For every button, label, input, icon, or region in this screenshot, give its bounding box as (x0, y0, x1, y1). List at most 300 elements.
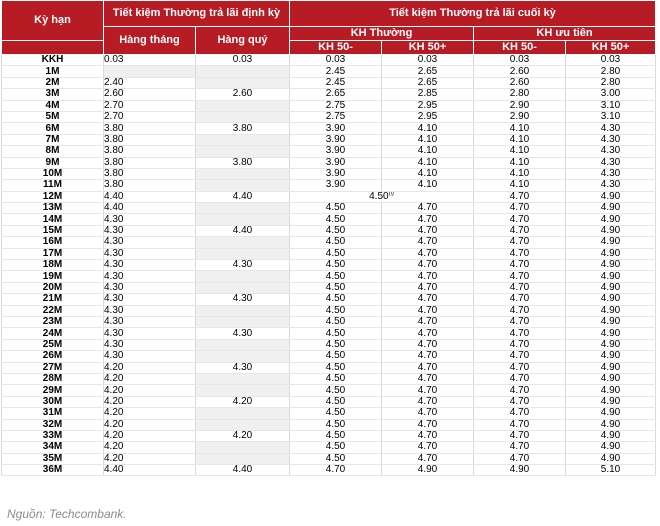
priority-under-50-rate-cell: 4.70 (474, 373, 566, 384)
monthly-rate-cell: 4.30 (104, 225, 196, 236)
term-cell: 22M (2, 305, 104, 316)
priority-over-50-header: KH 50+ (566, 41, 656, 55)
priority-over-50-rate-cell: 0.03 (566, 55, 656, 66)
header-row-3 (2, 41, 656, 55)
standard-over-50-rate-cell: 4.70 (382, 260, 474, 271)
table-row (2, 157, 656, 168)
standard-under-50-rate-cell: 4.50 (290, 328, 382, 339)
quarterly-rate-cell (196, 351, 290, 362)
monthly-rate-cell: 4.20 (104, 408, 196, 419)
periodic-interest-header: Tiết kiệm Thường trả lãi định kỳ (104, 1, 290, 27)
monthly-rate-cell: 4.20 (104, 385, 196, 396)
quarterly-rate-cell: 3.80 (196, 157, 290, 168)
standard-under-50-rate-cell: 4.50 (290, 214, 382, 225)
standard-under-50-rate-cell: 2.75 (290, 100, 382, 111)
table-body (2, 55, 656, 476)
priority-under-50-header: KH 50- (474, 41, 566, 55)
priority-over-50-rate-cell: 4.30 (566, 134, 656, 145)
priority-over-50-rate-cell: 4.90 (566, 351, 656, 362)
monthly-rate-cell: 4.20 (104, 430, 196, 441)
priority-over-50-rate-cell: 4.90 (566, 203, 656, 214)
monthly-rate-cell: 3.80 (104, 168, 196, 179)
term-cell: 16M (2, 237, 104, 248)
monthly-rate-cell: 3.80 (104, 146, 196, 157)
standard-under-50-rate-cell: 0.03 (290, 55, 382, 66)
standard-under-50-rate-cell: 4.50 (290, 305, 382, 316)
priority-under-50-rate-cell: 4.70 (474, 203, 566, 214)
quarterly-rate-cell (196, 339, 290, 350)
priority-under-50-rate-cell: 4.90 (474, 465, 566, 476)
standard-over-50-rate-cell: 4.70 (382, 396, 474, 407)
monthly-rate-cell: 4.30 (104, 248, 196, 259)
monthly-rate-cell: 4.20 (104, 453, 196, 464)
table-row (2, 282, 656, 293)
priority-over-50-rate-cell: 4.90 (566, 248, 656, 259)
table-header (2, 1, 656, 55)
standard-over-50-rate-cell: 4.10 (382, 134, 474, 145)
table-row (2, 465, 656, 476)
quarterly-rate-cell (196, 134, 290, 145)
priority-over-50-rate-cell: 3.00 (566, 89, 656, 100)
term-cell: 33M (2, 430, 104, 441)
standard-over-50-rate-cell: 4.70 (382, 408, 474, 419)
term-cell: 15M (2, 225, 104, 236)
standard-over-50-rate-cell: 4.70 (382, 430, 474, 441)
priority-under-50-rate-cell: 4.70 (474, 351, 566, 362)
standard-over-50-rate-cell: 4.10 (382, 123, 474, 134)
standard-over-50-header: KH 50+ (382, 41, 474, 55)
quarterly-rate-cell: 4.40 (196, 225, 290, 236)
standard-under-50-rate-cell: 4.50 (290, 316, 382, 327)
priority-over-50-rate-cell: 4.30 (566, 123, 656, 134)
standard-under-50-rate-cell: 3.90 (290, 123, 382, 134)
standard-under-50-rate-cell: 3.90 (290, 134, 382, 145)
table-row (2, 180, 656, 191)
table-row (2, 55, 656, 66)
monthly-rate-cell: 3.80 (104, 134, 196, 145)
monthly-rate-cell: 4.20 (104, 419, 196, 430)
standard-over-50-rate-cell: 4.10 (382, 146, 474, 157)
priority-over-50-rate-cell: 4.90 (566, 419, 656, 430)
standard-over-50-rate-cell: 4.70 (382, 328, 474, 339)
monthly-rate-cell: 2.70 (104, 100, 196, 111)
quarterly-rate-cell (196, 385, 290, 396)
table-row (2, 89, 656, 100)
quarterly-rate-cell (196, 180, 290, 191)
priority-over-50-rate-cell: 2.80 (566, 77, 656, 88)
priority-under-50-rate-cell: 4.10 (474, 146, 566, 157)
term-cell: 1M (2, 66, 104, 77)
monthly-rate-cell (104, 66, 196, 77)
priority-under-50-rate-cell: 4.70 (474, 271, 566, 282)
standard-over-50-rate-cell: 4.70 (382, 453, 474, 464)
priority-under-50-rate-cell: 4.70 (474, 408, 566, 419)
term-cell: 25M (2, 339, 104, 350)
quarterly-header: Hàng quý (196, 27, 290, 55)
term-cell: 31M (2, 408, 104, 419)
standard-under-50-rate-cell: 4.50 (290, 362, 382, 373)
standard-over-50-rate-cell: 4.70 (382, 362, 474, 373)
standard-merged-rate-cell (290, 191, 474, 202)
priority-under-50-rate-cell: 4.70 (474, 260, 566, 271)
footnote-marker: (i) (388, 191, 394, 197)
standard-over-50-rate-cell: 4.10 (382, 180, 474, 191)
priority-over-50-rate-cell: 4.90 (566, 362, 656, 373)
term-cell: 26M (2, 351, 104, 362)
quarterly-rate-cell (196, 214, 290, 225)
table-row (2, 419, 656, 430)
standard-over-50-rate-cell: 4.10 (382, 168, 474, 179)
quarterly-rate-cell: 4.40 (196, 191, 290, 202)
standard-under-50-rate-cell: 4.50 (290, 248, 382, 259)
priority-over-50-rate-cell: 4.90 (566, 442, 656, 453)
priority-under-50-rate-cell: 4.70 (474, 362, 566, 373)
table-row (2, 385, 656, 396)
table-row (2, 146, 656, 157)
term-header: Kỳ hạn (2, 1, 104, 41)
priority-over-50-rate-cell: 4.30 (566, 157, 656, 168)
priority-under-50-rate-cell: 4.10 (474, 180, 566, 191)
term-cell: 10M (2, 168, 104, 179)
standard-over-50-rate-cell: 4.70 (382, 419, 474, 430)
quarterly-rate-cell (196, 373, 290, 384)
table-row (2, 77, 656, 88)
priority-under-50-rate-cell: 4.70 (474, 214, 566, 225)
quarterly-rate-cell: 2.60 (196, 89, 290, 100)
monthly-rate-cell: 4.40 (104, 203, 196, 214)
table-row (2, 111, 656, 122)
standard-over-50-rate-cell: 4.70 (382, 237, 474, 248)
end-of-term-interest-header: Tiết kiệm Thường trả lãi cuối kỳ (290, 1, 656, 27)
term-cell: 11M (2, 180, 104, 191)
standard-customer-header: KH Thường (290, 27, 474, 41)
table-row (2, 214, 656, 225)
quarterly-rate-cell (196, 419, 290, 430)
standard-over-50-rate-cell: 4.70 (382, 351, 474, 362)
term-cell: 27M (2, 362, 104, 373)
term-cell: 9M (2, 157, 104, 168)
term-cell: KKH (2, 55, 104, 66)
table-row (2, 134, 656, 145)
standard-under-50-header: KH 50- (290, 41, 382, 55)
standard-under-50-rate-cell: 3.90 (290, 180, 382, 191)
monthly-rate-cell: 3.80 (104, 123, 196, 134)
monthly-rate-cell: 4.30 (104, 237, 196, 248)
monthly-rate-cell: 3.80 (104, 180, 196, 191)
monthly-rate-cell: 4.30 (104, 271, 196, 282)
standard-over-50-rate-cell: 4.90 (382, 465, 474, 476)
term-cell: 21M (2, 294, 104, 305)
term-cell: 29M (2, 385, 104, 396)
priority-under-50-rate-cell: 4.70 (474, 237, 566, 248)
standard-over-50-rate-cell: 4.70 (382, 248, 474, 259)
monthly-rate-cell: 4.40 (104, 465, 196, 476)
term-cell: 24M (2, 328, 104, 339)
priority-under-50-rate-cell: 4.70 (474, 419, 566, 430)
priority-under-50-rate-cell: 4.10 (474, 134, 566, 145)
priority-under-50-rate-cell: 4.70 (474, 305, 566, 316)
standard-over-50-rate-cell: 4.70 (382, 442, 474, 453)
standard-over-50-rate-cell: 4.10 (382, 157, 474, 168)
priority-over-50-rate-cell: 4.90 (566, 214, 656, 225)
standard-under-50-rate-cell: 4.50 (290, 442, 382, 453)
priority-customer-header: KH ưu tiên (474, 27, 656, 41)
priority-over-50-rate-cell: 4.90 (566, 191, 656, 202)
priority-under-50-rate-cell: 4.10 (474, 157, 566, 168)
monthly-rate-cell: 4.30 (104, 214, 196, 225)
term-cell: 36M (2, 465, 104, 476)
priority-over-50-rate-cell: 4.90 (566, 339, 656, 350)
term-cell: 28M (2, 373, 104, 384)
monthly-rate-cell: 4.30 (104, 351, 196, 362)
priority-over-50-rate-cell: 4.90 (566, 260, 656, 271)
standard-over-50-rate-cell: 4.70 (382, 373, 474, 384)
quarterly-rate-cell (196, 442, 290, 453)
standard-under-50-rate-cell: 4.50 (290, 339, 382, 350)
quarterly-rate-cell: 4.40 (196, 465, 290, 476)
priority-under-50-rate-cell: 4.70 (474, 294, 566, 305)
standard-under-50-rate-cell: 4.50 (290, 419, 382, 430)
monthly-rate-cell: 4.20 (104, 373, 196, 384)
priority-under-50-rate-cell: 4.70 (474, 225, 566, 236)
priority-under-50-rate-cell: 4.10 (474, 123, 566, 134)
standard-over-50-rate-cell: 4.70 (382, 316, 474, 327)
monthly-rate-cell: 4.30 (104, 305, 196, 316)
term-cell: 32M (2, 419, 104, 430)
term-cell: 23M (2, 316, 104, 327)
monthly-rate-cell: 4.30 (104, 260, 196, 271)
term-cell: 12M (2, 191, 104, 202)
monthly-rate-cell: 4.30 (104, 316, 196, 327)
standard-over-50-rate-cell: 4.70 (382, 203, 474, 214)
priority-over-50-rate-cell: 4.90 (566, 396, 656, 407)
standard-over-50-rate-cell: 4.70 (382, 339, 474, 350)
monthly-rate-cell: 0.03 (104, 55, 196, 66)
quarterly-rate-cell (196, 77, 290, 88)
monthly-rate-cell: 4.20 (104, 442, 196, 453)
monthly-rate-cell: 4.30 (104, 339, 196, 350)
table-row (2, 328, 656, 339)
quarterly-rate-cell (196, 100, 290, 111)
priority-under-50-rate-cell: 2.90 (474, 100, 566, 111)
standard-under-50-rate-cell: 3.90 (290, 168, 382, 179)
standard-under-50-rate-cell: 4.50 (290, 282, 382, 293)
priority-over-50-rate-cell: 4.90 (566, 294, 656, 305)
standard-under-50-rate-cell: 4.50 (290, 237, 382, 248)
priority-under-50-rate-cell: 4.70 (474, 453, 566, 464)
table-row (2, 430, 656, 441)
monthly-rate-cell: 4.40 (104, 191, 196, 202)
priority-over-50-rate-cell: 4.30 (566, 180, 656, 191)
priority-under-50-rate-cell: 4.70 (474, 191, 566, 202)
standard-over-50-rate-cell: 0.03 (382, 55, 474, 66)
table-row (2, 271, 656, 282)
standard-over-50-rate-cell: 4.70 (382, 294, 474, 305)
standard-under-50-rate-cell: 4.50 (290, 408, 382, 419)
quarterly-rate-cell (196, 168, 290, 179)
standard-under-50-rate-cell: 4.50 (290, 430, 382, 441)
table-row (2, 123, 656, 134)
priority-under-50-rate-cell: 4.70 (474, 396, 566, 407)
standard-over-50-rate-cell: 4.70 (382, 225, 474, 236)
term-cell: 17M (2, 248, 104, 259)
priority-over-50-rate-cell: 4.90 (566, 373, 656, 384)
quarterly-rate-cell: 4.30 (196, 362, 290, 373)
standard-under-50-rate-cell: 3.90 (290, 146, 382, 157)
priority-over-50-rate-cell: 4.90 (566, 430, 656, 441)
term-header-spacer (2, 41, 104, 55)
standard-over-50-rate-cell: 4.70 (382, 305, 474, 316)
monthly-rate-cell: 4.30 (104, 282, 196, 293)
quarterly-rate-cell (196, 111, 290, 122)
term-cell: 18M (2, 260, 104, 271)
standard-under-50-rate-cell: 4.50 (290, 203, 382, 214)
quarterly-rate-cell: 4.30 (196, 294, 290, 305)
quarterly-rate-cell: 4.20 (196, 430, 290, 441)
monthly-rate-cell: 4.20 (104, 362, 196, 373)
term-cell: 5M (2, 111, 104, 122)
quarterly-rate-cell (196, 237, 290, 248)
quarterly-rate-cell: 4.20 (196, 396, 290, 407)
priority-under-50-rate-cell: 2.60 (474, 66, 566, 77)
quarterly-rate-cell (196, 282, 290, 293)
term-cell: 7M (2, 134, 104, 145)
standard-over-50-rate-cell: 2.85 (382, 89, 474, 100)
standard-over-50-rate-cell: 2.95 (382, 111, 474, 122)
term-cell: 19M (2, 271, 104, 282)
priority-over-50-rate-cell: 4.30 (566, 168, 656, 179)
table-row (2, 168, 656, 179)
quarterly-rate-cell: 0.03 (196, 55, 290, 66)
priority-over-50-rate-cell: 3.10 (566, 111, 656, 122)
term-cell: 30M (2, 396, 104, 407)
priority-over-50-rate-cell: 4.90 (566, 282, 656, 293)
term-cell: 14M (2, 214, 104, 225)
monthly-rate-cell: 4.20 (104, 396, 196, 407)
table-row (2, 248, 656, 259)
monthly-header: Hàng tháng (104, 27, 196, 55)
quarterly-rate-cell (196, 146, 290, 157)
quarterly-rate-cell (196, 408, 290, 419)
priority-under-50-rate-cell: 4.70 (474, 248, 566, 259)
table-row (2, 305, 656, 316)
priority-over-50-rate-cell: 4.90 (566, 316, 656, 327)
priority-over-50-rate-cell: 2.80 (566, 66, 656, 77)
standard-under-50-rate-cell: 4.50 (290, 271, 382, 282)
priority-under-50-rate-cell: 0.03 (474, 55, 566, 66)
standard-under-50-rate-cell: 4.50 (290, 225, 382, 236)
priority-over-50-rate-cell: 4.90 (566, 305, 656, 316)
standard-under-50-rate-cell: 4.50 (290, 385, 382, 396)
term-cell: 8M (2, 146, 104, 157)
quarterly-rate-cell: 4.30 (196, 328, 290, 339)
table-row (2, 66, 656, 77)
term-cell: 13M (2, 203, 104, 214)
term-cell: 20M (2, 282, 104, 293)
priority-over-50-rate-cell: 4.90 (566, 225, 656, 236)
standard-under-50-rate-cell: 2.75 (290, 111, 382, 122)
priority-under-50-rate-cell: 4.70 (474, 316, 566, 327)
table-row (2, 225, 656, 236)
header-row-1 (2, 1, 656, 27)
monthly-rate-cell: 2.40 (104, 77, 196, 88)
priority-under-50-rate-cell: 2.90 (474, 111, 566, 122)
standard-over-50-rate-cell: 2.65 (382, 66, 474, 77)
priority-under-50-rate-cell: 4.70 (474, 430, 566, 441)
term-cell: 3M (2, 89, 104, 100)
interest-rate-table (1, 0, 656, 476)
table-row (2, 191, 656, 202)
standard-over-50-rate-cell: 2.95 (382, 100, 474, 111)
table-row (2, 339, 656, 350)
table-row (2, 316, 656, 327)
priority-under-50-rate-cell: 4.70 (474, 442, 566, 453)
monthly-rate-cell: 4.30 (104, 328, 196, 339)
priority-over-50-rate-cell: 4.90 (566, 453, 656, 464)
table-row (2, 351, 656, 362)
standard-over-50-rate-cell: 2.65 (382, 77, 474, 88)
monthly-rate-cell: 2.70 (104, 111, 196, 122)
standard-under-50-rate-cell: 2.45 (290, 66, 382, 77)
table-row (2, 408, 656, 419)
priority-under-50-rate-cell: 4.70 (474, 282, 566, 293)
priority-over-50-rate-cell: 5.10 (566, 465, 656, 476)
table-row (2, 203, 656, 214)
quarterly-rate-cell: 4.30 (196, 260, 290, 271)
standard-under-50-rate-cell: 4.50 (290, 396, 382, 407)
standard-under-50-rate-cell: 4.50 (290, 351, 382, 362)
table-row (2, 373, 656, 384)
quarterly-rate-cell (196, 453, 290, 464)
priority-over-50-rate-cell: 4.90 (566, 271, 656, 282)
standard-over-50-rate-cell: 4.70 (382, 385, 474, 396)
table-row (2, 237, 656, 248)
standard-under-50-rate-cell: 3.90 (290, 157, 382, 168)
quarterly-rate-cell (196, 305, 290, 316)
table-row (2, 442, 656, 453)
priority-under-50-rate-cell: 4.70 (474, 328, 566, 339)
priority-under-50-rate-cell: 4.70 (474, 339, 566, 350)
term-cell: 35M (2, 453, 104, 464)
term-cell: 34M (2, 442, 104, 453)
standard-over-50-rate-cell: 4.70 (382, 271, 474, 282)
standard-under-50-rate-cell: 4.50 (290, 260, 382, 271)
term-cell: 6M (2, 123, 104, 134)
table-row (2, 362, 656, 373)
source-note: Nguồn: Techcombank. (7, 507, 127, 521)
priority-over-50-rate-cell: 3.10 (566, 100, 656, 111)
table-row (2, 100, 656, 111)
priority-under-50-rate-cell: 2.60 (474, 77, 566, 88)
quarterly-rate-cell (196, 66, 290, 77)
priority-under-50-rate-cell: 4.10 (474, 168, 566, 179)
standard-under-50-rate-cell: 2.45 (290, 77, 382, 88)
priority-under-50-rate-cell: 2.80 (474, 89, 566, 100)
table-row (2, 260, 656, 271)
table-row (2, 453, 656, 464)
monthly-rate-cell: 2.60 (104, 89, 196, 100)
priority-over-50-rate-cell: 4.90 (566, 408, 656, 419)
standard-under-50-rate-cell: 4.50 (290, 294, 382, 305)
standard-under-50-rate-cell: 4.50 (290, 373, 382, 384)
quarterly-rate-cell (196, 248, 290, 259)
priority-over-50-rate-cell: 4.90 (566, 328, 656, 339)
standard-over-50-rate-cell: 4.70 (382, 282, 474, 293)
priority-over-50-rate-cell: 4.90 (566, 385, 656, 396)
quarterly-rate-cell (196, 203, 290, 214)
term-cell: 2M (2, 77, 104, 88)
monthly-rate-cell: 4.30 (104, 294, 196, 305)
